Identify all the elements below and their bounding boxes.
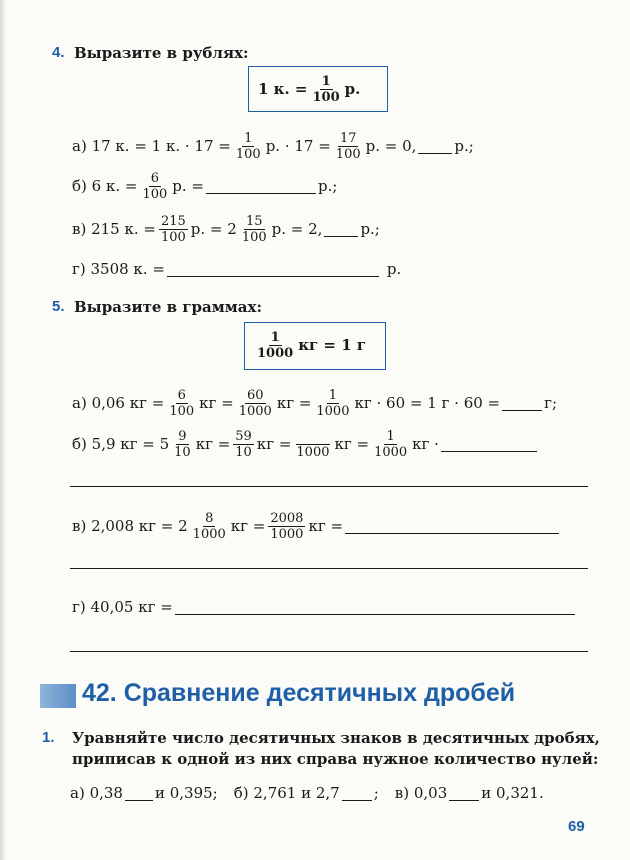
numerator: 1 — [270, 329, 280, 345]
answer-blank[interactable] — [342, 786, 372, 801]
denominator: 1000 — [296, 444, 330, 460]
numerator: 2008 — [270, 510, 304, 526]
fraction — [268, 511, 305, 542]
answer-blank[interactable] — [441, 437, 537, 452]
text: и 0,395; — [154, 784, 218, 802]
text: г) 40,05 кг = — [72, 598, 173, 616]
text: р.; — [318, 177, 338, 195]
text: р.; — [454, 137, 474, 155]
exercise-1-line-1: Уравняйте число десятичных знаков в десятичных дробях, — [72, 729, 600, 747]
page-edge-shadow — [0, 0, 6, 860]
text: а) 17 к. = 1 к. · 17 = — [72, 137, 231, 155]
text: кг = — [334, 435, 370, 453]
denominator: 100 — [312, 89, 340, 105]
denominator: 1000 — [374, 444, 408, 460]
numerator: 1 — [386, 428, 395, 444]
text: кг = — [199, 394, 234, 412]
text: кг · — [412, 435, 439, 453]
fraction — [140, 171, 169, 202]
exercise-4-number: 4. — [52, 44, 65, 61]
numerator: 17 — [339, 130, 357, 146]
numerator: 6 — [150, 170, 159, 186]
text: кг · 60 = 1 г · 60 = — [354, 394, 501, 412]
text: г; — [544, 394, 558, 412]
answer-blank[interactable] — [167, 262, 379, 277]
answer-line[interactable] — [70, 568, 588, 569]
fraction — [311, 74, 342, 105]
text: р. · 17 = — [265, 137, 331, 155]
answer-blank[interactable] — [324, 222, 358, 237]
rule-right: кг = 1 г — [298, 336, 367, 354]
fraction — [372, 429, 409, 460]
text: б) 6 к. = — [72, 177, 138, 195]
exercise-4a — [72, 128, 474, 164]
text: р. = 2, — [271, 220, 323, 238]
rule-right: р. — [344, 80, 361, 98]
numerator: 1 — [321, 73, 331, 89]
fraction — [234, 131, 263, 162]
text: кг = — [256, 435, 292, 453]
text: б) 5,9 кг = 5 — [72, 435, 170, 453]
denominator: 1000 — [270, 526, 304, 542]
exercise-1-tasks — [70, 781, 544, 805]
denominator: 100 — [160, 229, 186, 245]
exercise-4-rule — [258, 71, 360, 107]
text: кг = — [195, 435, 231, 453]
denominator: 100 — [335, 146, 361, 162]
denominator: 10 — [174, 444, 191, 460]
numerator: 15 — [245, 213, 263, 229]
numerator: 1 — [244, 130, 253, 146]
fraction — [233, 429, 254, 460]
fraction — [159, 214, 188, 245]
answer-blank[interactable] — [502, 396, 542, 411]
text: а) 0,06 кг = — [72, 394, 165, 412]
text: р. — [386, 260, 402, 278]
fraction — [191, 511, 228, 542]
answer-line[interactable] — [70, 486, 588, 487]
exercise-5b — [72, 426, 539, 462]
exercise-5-title: Выразите в граммах: — [74, 298, 262, 316]
exercise-4g — [72, 257, 401, 281]
exercise-5v — [72, 508, 561, 544]
exercise-4b — [72, 168, 337, 204]
exercise-1-number: 1. — [42, 729, 55, 746]
denominator: 1000 — [238, 403, 272, 419]
denominator: 1000 — [316, 403, 350, 419]
numerator-blank[interactable] — [296, 429, 330, 445]
numerator: 60 — [246, 387, 264, 403]
page-number: 69 — [568, 818, 585, 835]
text: а) 0,38 — [70, 784, 123, 802]
exercise-1-line-2: приписав к одной из них справа нужное количество нулей: — [72, 750, 599, 768]
rule-left: 1 к. = — [258, 80, 308, 98]
answer-blank[interactable] — [175, 600, 575, 615]
answer-blank[interactable] — [206, 179, 316, 194]
text: кг = — [276, 394, 312, 412]
numerator: 8 — [205, 510, 214, 526]
answer-blank[interactable] — [125, 786, 153, 801]
answer-blank[interactable] — [345, 519, 559, 534]
answer-blank[interactable] — [418, 139, 452, 154]
text: б) 2,761 и 2,7 — [233, 784, 340, 802]
numerator: 59 — [235, 428, 252, 444]
denominator: 100 — [235, 146, 261, 162]
answer-blank[interactable] — [449, 786, 479, 801]
text: ; — [373, 784, 379, 802]
answer-line[interactable] — [70, 651, 588, 652]
denominator: 10 — [235, 444, 252, 460]
fraction — [237, 388, 274, 419]
exercise-5-number: 5. — [52, 298, 65, 315]
exercise-4-title: Выразите в рублях: — [74, 44, 249, 62]
denominator: 100 — [169, 403, 195, 419]
denominator: 100 — [241, 229, 267, 245]
numerator: 6 — [177, 387, 186, 403]
exercise-5a — [72, 385, 557, 421]
fraction — [255, 330, 295, 361]
text: р. = 0, — [365, 137, 417, 155]
text: кг = — [308, 517, 344, 535]
text: в) 2,008 кг = 2 — [72, 517, 188, 535]
denominator: 1000 — [257, 345, 294, 361]
section-title: 42. Сравнение десятичных дробей — [82, 679, 516, 707]
denominator: 1000 — [192, 526, 226, 542]
fraction — [240, 214, 269, 245]
fraction — [167, 388, 196, 419]
section-marker — [40, 684, 76, 708]
text: в) 215 к. = — [72, 220, 156, 238]
numerator: 215 — [160, 213, 186, 229]
text: и 0,321. — [481, 784, 544, 802]
numerator: 9 — [178, 428, 187, 444]
fraction — [314, 388, 351, 419]
exercise-5-rule — [252, 327, 366, 363]
fraction — [334, 131, 363, 162]
exercise-4v — [72, 211, 380, 247]
text: кг = — [230, 517, 266, 535]
text: в) 0,03 — [394, 784, 448, 802]
fraction — [172, 429, 193, 460]
text: р.; — [360, 220, 380, 238]
text: р. = 2 — [190, 220, 237, 238]
text: г) 3508 к. = — [72, 260, 165, 278]
denominator: 100 — [142, 186, 168, 202]
text: р. = — [172, 177, 204, 195]
exercise-5g — [72, 595, 577, 619]
numerator: 1 — [328, 387, 338, 403]
fraction — [294, 429, 331, 460]
